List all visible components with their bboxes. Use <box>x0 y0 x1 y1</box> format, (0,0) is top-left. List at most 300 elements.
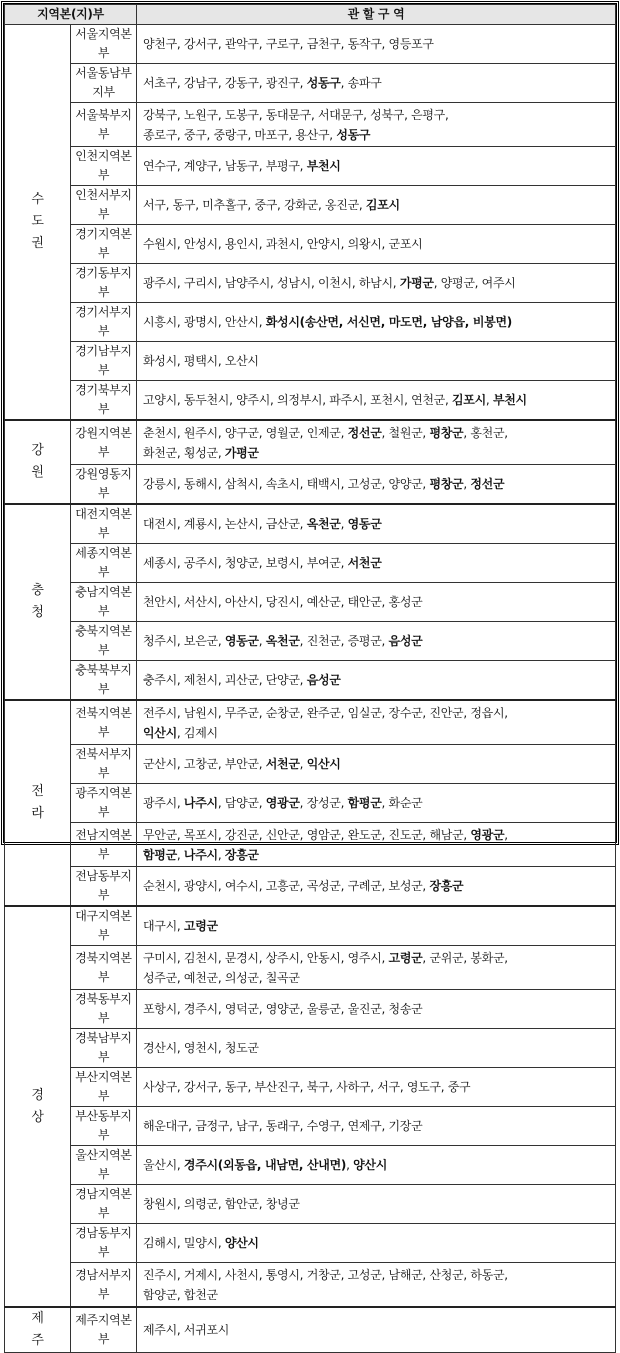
area-item: 영도구 <box>406 1080 441 1094</box>
area-line: 대전시, 계룡시, 논산시, 금산군, 옥천군, 영동군 <box>143 517 382 531</box>
area-item: 통영시 <box>265 1267 300 1282</box>
area-item: 광양시 <box>183 879 218 893</box>
area-item: 서구 <box>377 1080 400 1094</box>
area-item: 금천구 <box>306 37 341 51</box>
region-cell <box>5 504 71 700</box>
area-item: 영월군 <box>265 425 300 440</box>
area-item: 원주시 <box>183 425 218 440</box>
area-item: 전주시 <box>143 705 177 720</box>
table-row <box>5 1068 616 1107</box>
area-item: 곡성군 <box>306 879 341 893</box>
area-item: 중구 <box>447 1080 471 1094</box>
area-item: 무주군 <box>224 705 259 720</box>
office-name: 대전지역본부 <box>71 504 137 544</box>
area-item: 중구 <box>254 198 278 212</box>
area-item: 하남시 <box>358 276 393 290</box>
area-item: 홍성군 <box>388 595 423 609</box>
area-item: 북구 <box>306 1080 330 1094</box>
area-item: 속초시 <box>265 477 300 491</box>
area-item: 용산구 <box>295 127 330 142</box>
area-item: 관악구 <box>224 37 259 51</box>
area-item: 영천시 <box>183 1041 218 1055</box>
area-line: 광주시, 구리시, 남양주시, 성남시, 이천시, 하남시, 가평군, 양평군, 여주시 <box>143 276 516 290</box>
region-label: 전라 <box>31 784 44 821</box>
area-item: 청양군 <box>224 556 259 570</box>
office-name: 충남지역본부 <box>71 583 137 622</box>
area-item: 성북구 <box>370 107 405 122</box>
area-item: 의정부시 <box>277 393 323 407</box>
table-row <box>5 583 616 622</box>
region-cell <box>5 25 71 421</box>
area-item: 대전시 <box>143 517 177 531</box>
office-name: 경기북부지부 <box>71 381 137 421</box>
area-item: 영등포구 <box>388 37 434 51</box>
office-name: 경남동부지부 <box>71 1224 137 1263</box>
area-item: 군산시 <box>143 757 177 771</box>
area-item: 사천시 <box>224 1267 259 1282</box>
area-item: 대구시 <box>143 919 177 933</box>
area-line: 사상구, 강서구, 동구, 부산진구, 북구, 사하구, 서구, 영도구, 중구 <box>143 1080 471 1094</box>
area-item: 용인시 <box>224 237 259 251</box>
area-item: 송파구 <box>347 76 382 90</box>
area-item-overlap: 가평군 <box>399 276 434 290</box>
area-item: 산청군 <box>429 1267 464 1282</box>
area-item: 진천군 <box>306 634 341 648</box>
region-cell <box>5 1307 71 1353</box>
area-item-overlap: 나주시 <box>183 796 218 810</box>
area-item: 순창군 <box>265 705 300 720</box>
area-item-overlap: 양산시 <box>353 1158 387 1172</box>
area-cell <box>137 544 616 583</box>
area-item: 동구 <box>172 198 196 212</box>
area-item: 강서구 <box>183 1080 218 1094</box>
area-item-overlap: 영광군 <box>470 827 505 842</box>
area-cell <box>137 906 616 946</box>
office-name: 충북북부지부 <box>71 661 137 701</box>
office-name: 전북지역본부 <box>71 700 137 745</box>
area-line: 세종시, 공주시, 청양군, 보령시, 부여군, 서천군 <box>143 556 382 570</box>
area-cell <box>137 25 616 64</box>
table-row <box>5 1107 616 1146</box>
area-item: 남해군 <box>388 1267 423 1282</box>
area-line: 화성시, 평택시, 오산시 <box>143 354 259 368</box>
area-item: 군포시 <box>388 237 423 251</box>
area-item: 미추홀구 <box>202 198 248 212</box>
office-name: 경남지역본부 <box>71 1185 137 1224</box>
area-item: 예천군 <box>183 970 218 985</box>
region-cell <box>5 420 71 504</box>
table-row <box>5 381 616 421</box>
area-line: 함평군, 나주시, 장흥군 <box>143 847 259 862</box>
area-cell <box>137 342 616 381</box>
area-item: 여수시 <box>224 879 259 893</box>
area-item: 안양시 <box>306 237 341 251</box>
area-item: 계룡시 <box>183 517 218 531</box>
office-name: 전남동부지부 <box>71 867 137 907</box>
area-item: 하동군 <box>470 1267 505 1282</box>
area-line: 춘천시, 원주시, 양구군, 영월군, 인제군, 정선군, 철원군, 평창군, 홍천군, <box>143 425 508 440</box>
table-row <box>5 622 616 661</box>
region-label: 충청 <box>31 583 44 620</box>
area-item: 의왕시 <box>347 237 382 251</box>
area-item: 화천군 <box>143 445 177 460</box>
area-item: 예산군 <box>306 595 341 609</box>
area-item: 보령시 <box>265 556 300 570</box>
area-cell <box>137 867 616 907</box>
area-cell <box>137 784 616 823</box>
area-item: 태백시 <box>306 477 341 491</box>
area-line: 천안시, 서산시, 아산시, 당진시, 예산군, 태안군, 홍성군 <box>143 595 423 609</box>
area-item: 철원군 <box>388 425 423 440</box>
area-item: 오산시 <box>224 354 259 368</box>
area-item-overlap: 장흥군 <box>429 879 464 893</box>
office-name: 인천지역본부 <box>71 147 137 186</box>
area-line: 구미시, 김천시, 문경시, 상주시, 안동시, 영주시, 고령군, 군위군, 봉화군, <box>143 950 508 965</box>
area-item: 영양군 <box>265 1002 300 1016</box>
office-name: 서울동남부지부 <box>71 64 137 103</box>
area-item: 사하구 <box>336 1080 371 1094</box>
office-name: 제주지역본부 <box>71 1307 137 1353</box>
area-item-overlap: 음성군 <box>388 634 423 648</box>
area-item: 김제시 <box>183 725 218 740</box>
table-row <box>5 465 616 505</box>
area-line: 울산시, 경주시(외동읍, 내남면, 산내면), 양산시 <box>143 1158 387 1172</box>
area-item: 의성군 <box>224 970 259 985</box>
area-item: 논산시 <box>224 517 259 531</box>
area-cell <box>137 1224 616 1263</box>
area-cell <box>137 1146 616 1185</box>
area-item: 청주시 <box>143 634 177 648</box>
area-line: 해운대구, 금정구, 남구, 동래구, 수영구, 연제구, 기장군 <box>143 1119 423 1133</box>
area-item: 목포시 <box>183 827 218 842</box>
office-name: 전북서부지부 <box>71 745 137 784</box>
area-item: 횡성군 <box>183 445 218 460</box>
office-name: 대구지역본부 <box>71 906 137 946</box>
office-name: 강원지역본부 <box>71 420 137 465</box>
area-item: 서구 <box>143 198 166 212</box>
area-item: 영주시 <box>347 950 382 965</box>
area-item: 과천시 <box>265 237 300 251</box>
area-item: 거창군 <box>306 1267 341 1282</box>
area-line: 강북구, 노원구, 도봉구, 동대문구, 서대문구, 성북구, 은평구, <box>143 107 449 122</box>
area-item: 포항시 <box>143 1002 177 1016</box>
area-item: 칠곡군 <box>265 970 300 985</box>
table-row <box>5 25 616 64</box>
area-line: 무안군, 목포시, 강진군, 신안군, 영암군, 완도군, 진도군, 해남군, 영광군, <box>143 827 508 842</box>
area-item: 태안군 <box>347 595 382 609</box>
area-item: 구로구 <box>265 37 300 51</box>
area-item: 합천군 <box>183 1287 218 1302</box>
area-item: 부산진구 <box>254 1080 300 1094</box>
table-row <box>5 303 616 342</box>
area-item: 진안군 <box>429 705 464 720</box>
area-line: 광주시, 나주시, 담양군, 영광군, 장성군, 함평군, 화순군 <box>143 796 423 810</box>
area-item: 고성군 <box>347 477 382 491</box>
area-item: 문경시 <box>224 950 259 965</box>
office-name: 부산지역본부 <box>71 1068 137 1107</box>
area-item: 동작구 <box>347 37 382 51</box>
table-row <box>5 544 616 583</box>
area-item: 구례군 <box>347 879 382 893</box>
area-cell <box>137 465 616 505</box>
area-item: 구미시 <box>143 950 177 965</box>
area-line: 대구시, 고령군 <box>143 919 218 933</box>
area-item: 고성군 <box>347 1267 382 1282</box>
area-item: 군위군 <box>429 950 464 965</box>
area-item: 봉화군 <box>470 950 505 965</box>
area-cell <box>137 186 616 225</box>
area-item: 서초구 <box>143 76 177 90</box>
area-item: 당진시 <box>265 595 300 609</box>
office-name: 강원영동지부 <box>71 465 137 505</box>
area-item: 광주시 <box>143 276 177 290</box>
area-line: 순천시, 광양시, 여수시, 고흥군, 곡성군, 구례군, 보성군, 장흥군 <box>143 879 464 893</box>
area-line: 연수구, 계양구, 남동구, 부평구, 부천시 <box>143 159 341 173</box>
area-item: 담양군 <box>224 796 259 810</box>
table-row <box>5 784 616 823</box>
area-item-overlap: 부천시 <box>306 159 341 173</box>
area-item: 고창군 <box>183 757 218 771</box>
table-row <box>5 906 616 946</box>
table-row <box>5 225 616 264</box>
area-item: 동래구 <box>265 1119 300 1133</box>
area-item: 남동구 <box>224 159 259 173</box>
table-row <box>5 420 616 465</box>
area-item: 옹진군 <box>325 198 359 212</box>
area-line: 종로구, 중구, 중랑구, 마포구, 용산구, 성동구 <box>143 127 371 142</box>
area-item: 인제군 <box>306 425 341 440</box>
area-item: 상주시 <box>265 950 300 965</box>
area-cell <box>137 147 616 186</box>
area-item: 아산시 <box>224 595 259 609</box>
area-cell <box>137 420 616 465</box>
area-item: 서귀포시 <box>183 1323 230 1337</box>
area-item-overlap: 영동군 <box>347 517 382 531</box>
area-item: 삼척시 <box>224 477 259 491</box>
region-cell <box>5 700 71 906</box>
header-office: 지역본(지)부 <box>5 5 137 25</box>
area-item: 안성시 <box>183 237 218 251</box>
area-item: 중구 <box>183 127 207 142</box>
area-line: 시흥시, 광명시, 안산시, 화성시(송산면, 서신면, 마도면, 남양읍, 비봉면) <box>143 315 512 329</box>
area-item-overlap: 고령군 <box>388 950 423 965</box>
area-item: 금산군 <box>265 517 300 531</box>
area-item: 화순군 <box>388 796 423 810</box>
area-item: 단양군 <box>265 673 300 687</box>
area-item: 춘천시 <box>143 425 177 440</box>
area-item: 장성군 <box>306 796 341 810</box>
office-name: 서울북부지부 <box>71 103 137 147</box>
table-row <box>5 867 616 907</box>
area-item: 성주군 <box>143 970 177 985</box>
area-item-overlap: 부천시 <box>492 393 527 407</box>
area-cell <box>137 990 616 1029</box>
area-item: 고양시 <box>143 393 177 407</box>
area-item: 파주시 <box>329 393 364 407</box>
area-line: 제주시, 서귀포시 <box>143 1323 230 1337</box>
jurisdiction-table <box>4 4 616 1353</box>
area-item: 울진군 <box>347 1002 382 1016</box>
area-line: 충주시, 제천시, 괴산군, 단양군, 음성군 <box>143 673 341 687</box>
area-line: 서구, 동구, 미추홀구, 중구, 강화군, 옹진군, 김포시 <box>143 198 400 212</box>
area-item: 경산시 <box>143 1041 177 1055</box>
area-item: 연천군 <box>411 393 445 407</box>
area-item-overlap: 정선군 <box>347 425 382 440</box>
area-item-overlap: 평창군 <box>429 477 464 491</box>
area-item-overlap: 화성시(송산면, 서신면, 마도면, 남양읍, 비봉면) <box>265 315 512 329</box>
area-item: 충주시 <box>143 673 177 687</box>
area-item-overlap: 함평군 <box>347 796 382 810</box>
table-row <box>5 1185 616 1224</box>
area-item: 보성군 <box>388 879 423 893</box>
area-item: 보은군 <box>183 634 218 648</box>
area-item: 부평구 <box>265 159 300 173</box>
table-row <box>5 342 616 381</box>
area-item: 임실군 <box>347 705 382 720</box>
area-item: 김천시 <box>183 950 218 965</box>
area-item-overlap: 옥천군 <box>265 634 300 648</box>
area-item: 세종시 <box>143 556 177 570</box>
area-item: 남원시 <box>183 705 218 720</box>
area-item-overlap: 가평군 <box>224 445 259 460</box>
area-line: 수원시, 안성시, 용인시, 과천시, 안양시, 의왕시, 군포시 <box>143 237 423 251</box>
area-cell <box>137 622 616 661</box>
area-item-overlap: 서천군 <box>347 556 382 570</box>
area-item: 경주시 <box>183 1002 218 1016</box>
area-line: 창원시, 의령군, 함안군, 창녕군 <box>143 1197 300 1211</box>
area-item: 구리시 <box>183 276 218 290</box>
area-item: 밀양시 <box>183 1236 218 1250</box>
area-item: 서산시 <box>183 595 218 609</box>
area-item-overlap: 경주시(외동읍, 내남면, 산내면) <box>183 1158 347 1172</box>
area-item-overlap: 서천군 <box>265 757 300 771</box>
office-name: 경기지역본부 <box>71 225 137 264</box>
office-name: 경기서부지부 <box>71 303 137 342</box>
area-line: 양천구, 강서구, 관악구, 구로구, 금천구, 동작구, 영등포구 <box>143 37 434 51</box>
office-name: 경북동부지부 <box>71 990 137 1029</box>
area-item: 고흥군 <box>265 879 300 893</box>
area-item: 홍천군 <box>470 425 505 440</box>
area-item: 강서구 <box>183 37 218 51</box>
area-item: 동구 <box>224 1080 248 1094</box>
area-item: 종로구 <box>143 127 177 142</box>
area-item: 은평구 <box>411 107 445 122</box>
area-item: 중랑구 <box>213 127 248 142</box>
area-item-overlap: 고령군 <box>183 919 218 933</box>
table-row <box>5 103 616 147</box>
area-item: 제천시 <box>183 673 218 687</box>
area-item: 울산시 <box>143 1158 177 1172</box>
area-cell <box>137 64 616 103</box>
area-item: 양천구 <box>143 37 177 51</box>
area-item: 광주시 <box>143 796 177 810</box>
area-item: 신안군 <box>265 827 300 842</box>
area-item: 평택시 <box>183 354 218 368</box>
area-cell <box>137 946 616 990</box>
table-row <box>5 64 616 103</box>
area-item: 강진군 <box>224 827 259 842</box>
area-item: 동대문구 <box>265 107 311 122</box>
area-item: 동해시 <box>183 477 218 491</box>
area-item: 광진구 <box>265 76 300 90</box>
area-line: 포항시, 경주시, 영덕군, 영양군, 울릉군, 울진군, 청송군 <box>143 1002 423 1016</box>
area-line: 전주시, 남원시, 무주군, 순창군, 완주군, 임실군, 장수군, 진안군, 정읍시, <box>143 705 508 720</box>
area-item-overlap: 양산시 <box>224 1236 259 1250</box>
area-item: 김해시 <box>143 1236 177 1250</box>
office-name: 경남서부지부 <box>71 1263 137 1308</box>
area-item: 금정구 <box>195 1119 230 1133</box>
office-name: 충북지역본부 <box>71 622 137 661</box>
area-line: 강릉시, 동해시, 삼척시, 속초시, 태백시, 고성군, 양양군, 평창군, 정선군 <box>143 477 505 491</box>
table-row <box>5 264 616 303</box>
area-item-overlap: 음성군 <box>306 673 341 687</box>
area-line: 김해시, 밀양시, 양산시 <box>143 1236 259 1250</box>
region-label: 경상 <box>31 1087 44 1125</box>
area-item: 연제구 <box>347 1119 382 1133</box>
area-item-overlap: 익산시 <box>143 725 177 740</box>
area-item: 이천시 <box>317 276 352 290</box>
area-item: 괴산군 <box>224 673 259 687</box>
area-item: 무안군 <box>143 827 177 842</box>
area-item: 마포구 <box>254 127 289 142</box>
table-row <box>5 186 616 225</box>
area-cell <box>137 1263 616 1308</box>
office-name: 경북지역본부 <box>71 946 137 990</box>
area-item: 공주시 <box>183 556 218 570</box>
area-item: 해운대구 <box>143 1119 189 1133</box>
area-item-overlap: 정선군 <box>470 477 505 491</box>
area-item: 연수구 <box>143 159 177 173</box>
area-item: 서대문구 <box>317 107 364 122</box>
area-item: 완주군 <box>306 705 341 720</box>
area-item: 함양군 <box>143 1287 177 1302</box>
area-item-overlap: 김포시 <box>365 198 400 212</box>
area-item: 강화군 <box>284 198 318 212</box>
area-cell <box>137 264 616 303</box>
area-item: 함안군 <box>224 1197 259 1211</box>
area-item-overlap: 옥천군 <box>306 517 341 531</box>
area-item: 화성시 <box>143 354 177 368</box>
area-cell <box>137 504 616 544</box>
area-item: 양양군 <box>388 477 423 491</box>
area-line: 화천군, 횡성군, 가평군 <box>143 445 259 460</box>
area-item: 영암군 <box>306 827 341 842</box>
area-item: 양평군 <box>440 276 475 290</box>
office-name: 경기동부지부 <box>71 264 137 303</box>
area-item-overlap: 김포시 <box>452 393 486 407</box>
area-cell <box>137 823 616 867</box>
table-row <box>5 946 616 990</box>
table-row <box>5 1224 616 1263</box>
area-item-overlap: 평창군 <box>429 425 464 440</box>
area-item-overlap: 장흥군 <box>224 847 259 862</box>
office-name: 경북남부지부 <box>71 1029 137 1068</box>
area-item: 제주시 <box>143 1323 177 1337</box>
area-line: 고양시, 동두천시, 양주시, 의정부시, 파주시, 포천시, 연천군, 김포시, 부천시 <box>143 393 527 407</box>
area-item: 남양주시 <box>224 276 271 290</box>
area-item: 계양구 <box>183 159 218 173</box>
area-item: 장수군 <box>388 705 423 720</box>
area-item: 청송군 <box>388 1002 423 1016</box>
table-row <box>5 745 616 784</box>
area-cell <box>137 583 616 622</box>
area-item-overlap: 성동구 <box>336 127 371 142</box>
area-item: 완도군 <box>347 827 382 842</box>
area-cell <box>137 745 616 784</box>
area-cell <box>137 225 616 264</box>
area-item: 울릉군 <box>306 1002 341 1016</box>
area-item: 양구군 <box>224 425 259 440</box>
